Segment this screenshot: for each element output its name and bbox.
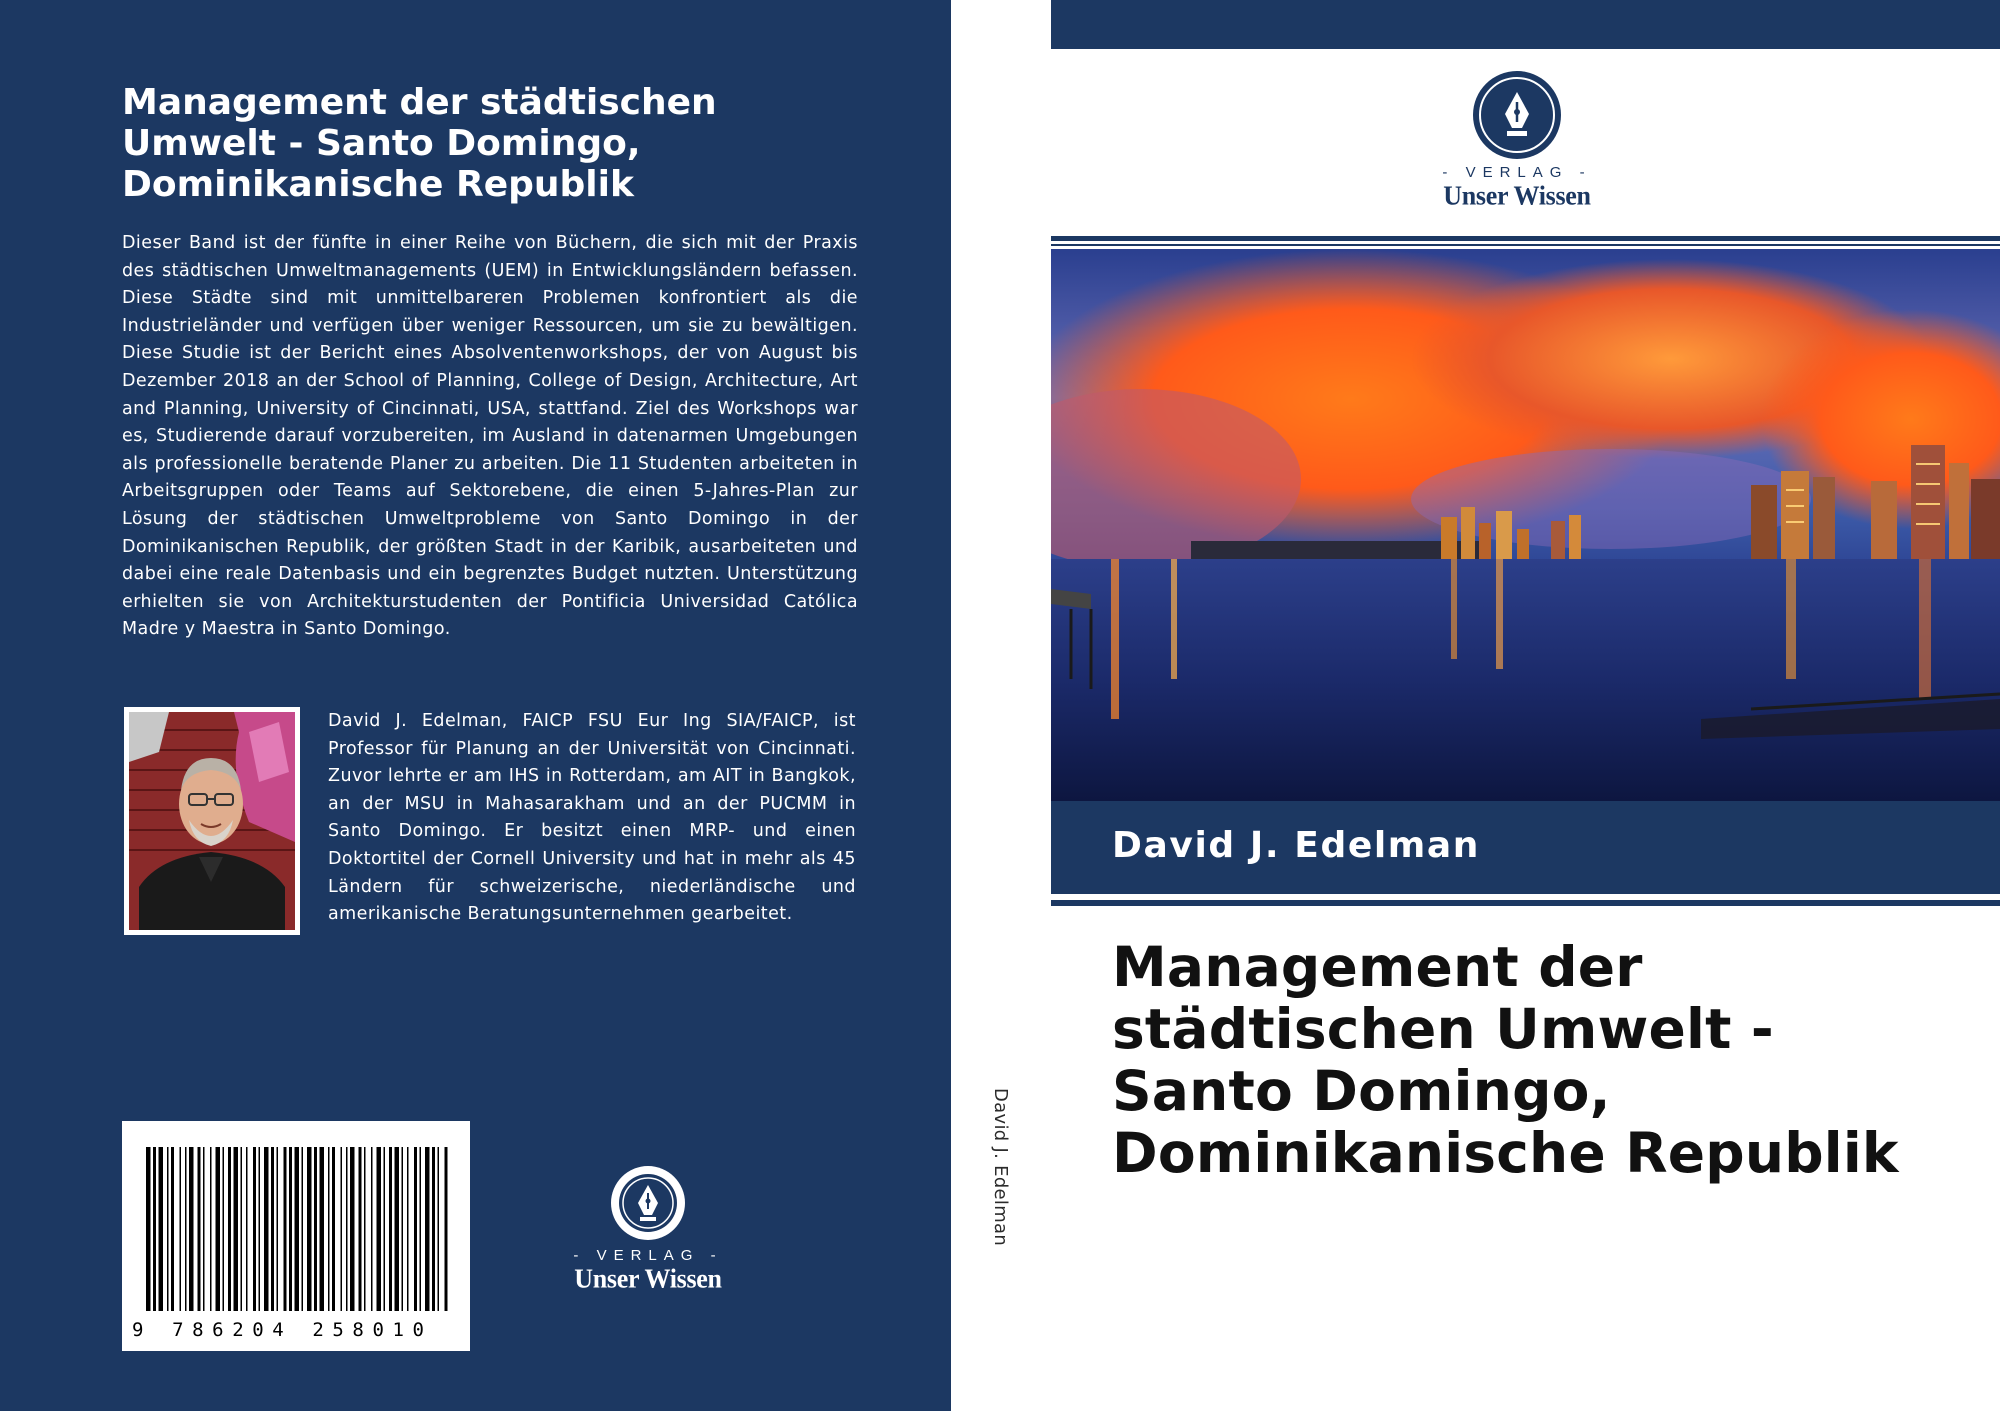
isbn-number: 9 786204 258010 — [132, 1319, 433, 1341]
back-cover-blurb: Dieser Band ist der fünfte in einer Reihe von Büchern, die sich mit der Praxis des städtischen Umweltmanagements (UEM) in Entwicklungsländern befassen. Diese Städte sind mit unmittelbareren Problemen konfrontiert als die Industrieländer und verfügen über weniger Ressourcen, um sie zu bewältigen. Diese Studie ist der Bericht eines Absolventenworkshops, der von August bis Dezember 2018 an der School of Planning, College of Design, Architecture, Art and Planning, University of Cincinnati, USA, stattfand. Ziel des Workshops war es, Studierende darauf vorzubereiten, im Ausland in datenarmen Umgebungen als professionelle beratende Planer zu arbeiten. Die 11 Studenten arbeiteten in Arbeitsgruppen oder Teams auf Sektorebene, die einen 5-Jahres-Plan zur Lösung der städtischen Umweltprobleme von Santo Domingo in der Dominikanischen Republik, der größten Stadt in der Karibik, ausarbeiteten und dabei eine reale Datenbasis und ein begrenztes Budget nutzten. Unterstützung erhielten sie von Architekturstudenten der Pontificia Universidad Católica Madre y Maestra in Santo Domingo. — [122, 233, 858, 640]
front-top-bar — [1051, 0, 2000, 49]
back-cover-title: Management der städtischen Umwelt - Santo Domingo, Dominikanische Republik — [122, 82, 717, 205]
barcode-bar — [246, 1147, 248, 1311]
barcode-bar — [328, 1147, 330, 1311]
front-publisher-logo — [1413, 70, 1621, 211]
back-publisher-logo — [548, 1165, 748, 1294]
author-portrait-image — [129, 712, 295, 930]
barcode-bar — [271, 1147, 274, 1311]
barcode-bar — [371, 1147, 373, 1311]
bottom-rule — [1051, 900, 2000, 906]
barcode-bar — [420, 1147, 422, 1311]
barcode-bars — [122, 1121, 470, 1351]
barcode-bar — [234, 1147, 239, 1311]
barcode-bar — [359, 1147, 362, 1311]
barcode-bar — [189, 1147, 194, 1311]
barcode-bar — [180, 1147, 182, 1311]
barcode-bar — [171, 1147, 174, 1311]
city-skyline-image — [1051, 249, 2000, 801]
barcode-bar — [407, 1147, 409, 1311]
barcode-bar — [259, 1147, 261, 1311]
back-cover — [0, 0, 951, 1411]
barcode-bar — [364, 1147, 366, 1311]
top-rule-thin — [1051, 244, 2000, 246]
barcode-bar — [253, 1147, 256, 1311]
barcode-bar — [302, 1147, 304, 1311]
barcode-bar — [384, 1147, 386, 1311]
barcode-bar — [332, 1147, 335, 1311]
barcode-bar — [395, 1147, 400, 1311]
barcode-bar — [425, 1147, 430, 1311]
spine-author: David J. Edelman — [990, 1088, 1011, 1247]
barcode-bar — [153, 1147, 156, 1311]
barcode-bar — [432, 1147, 435, 1311]
publisher-verlag-label: - VERLAG - — [1442, 164, 1592, 181]
barcode-bar — [146, 1147, 151, 1311]
barcode-bar — [389, 1147, 392, 1311]
barcode-bar — [307, 1147, 312, 1311]
isbn-barcode — [122, 1121, 470, 1351]
barcode-bar — [438, 1147, 440, 1311]
barcode-bar — [295, 1147, 300, 1311]
barcode-bar — [284, 1147, 287, 1311]
barcode-bar — [277, 1147, 279, 1311]
barcode-bar — [264, 1147, 269, 1311]
barcode-bar — [445, 1147, 448, 1311]
author-photo — [124, 707, 300, 935]
barcode-bar — [159, 1147, 164, 1311]
fountain-pen-nib-icon — [1472, 70, 1562, 160]
front-author-name: David J. Edelman — [1112, 825, 1481, 866]
barcode-bar — [198, 1147, 201, 1311]
barcode-bar — [167, 1147, 169, 1311]
barcode-bar — [350, 1147, 355, 1311]
barcode-bar — [216, 1147, 221, 1311]
barcode-bar — [402, 1147, 404, 1311]
front-cover-title: Management der städtischen Umwelt - Santo Domingo, Dominikanische Republik — [1112, 935, 1899, 1185]
barcode-bar — [203, 1147, 205, 1311]
barcode-bar — [320, 1147, 325, 1311]
barcode-bar — [314, 1147, 317, 1311]
fountain-pen-nib-icon — [610, 1165, 686, 1241]
front-author-band — [1051, 801, 2000, 894]
barcode-bar — [346, 1147, 348, 1311]
barcode-bar — [223, 1147, 225, 1311]
author-bio: David J. Edelman, FAICP FSU Eur Ing SIA/FAICP, ist Professor für Planung an der Universität von Cincinnati. Zuvor lehrte er am IHS in Rotterdam, am AIT in Bangkok, an der MSU in Mahasarakham und an der PUCMM in Santo Domingo. Er besitzt einen MRP- und einen Doktortitel der Cornell University und hat in mehr als 45 Ländern für schweizerische, niederländische und amerikanische Beratungsunternehmen gearbeitet. — [328, 711, 856, 925]
barcode-bar — [228, 1147, 231, 1311]
barcode-bar — [377, 1147, 382, 1311]
publisher-brand-name: Unser Wissen — [574, 1263, 722, 1294]
barcode-bar — [289, 1147, 292, 1311]
barcode-bar — [414, 1147, 417, 1311]
top-rule-thick — [1051, 236, 2000, 241]
publisher-brand-name: Unser Wissen — [1443, 180, 1591, 211]
barcode-bar — [210, 1147, 212, 1311]
barcode-bar — [241, 1147, 243, 1311]
cover-photo — [1051, 249, 2000, 801]
publisher-verlag-label: - VERLAG - — [573, 1247, 723, 1264]
barcode-bar — [185, 1147, 187, 1311]
barcode-bar — [341, 1147, 343, 1311]
